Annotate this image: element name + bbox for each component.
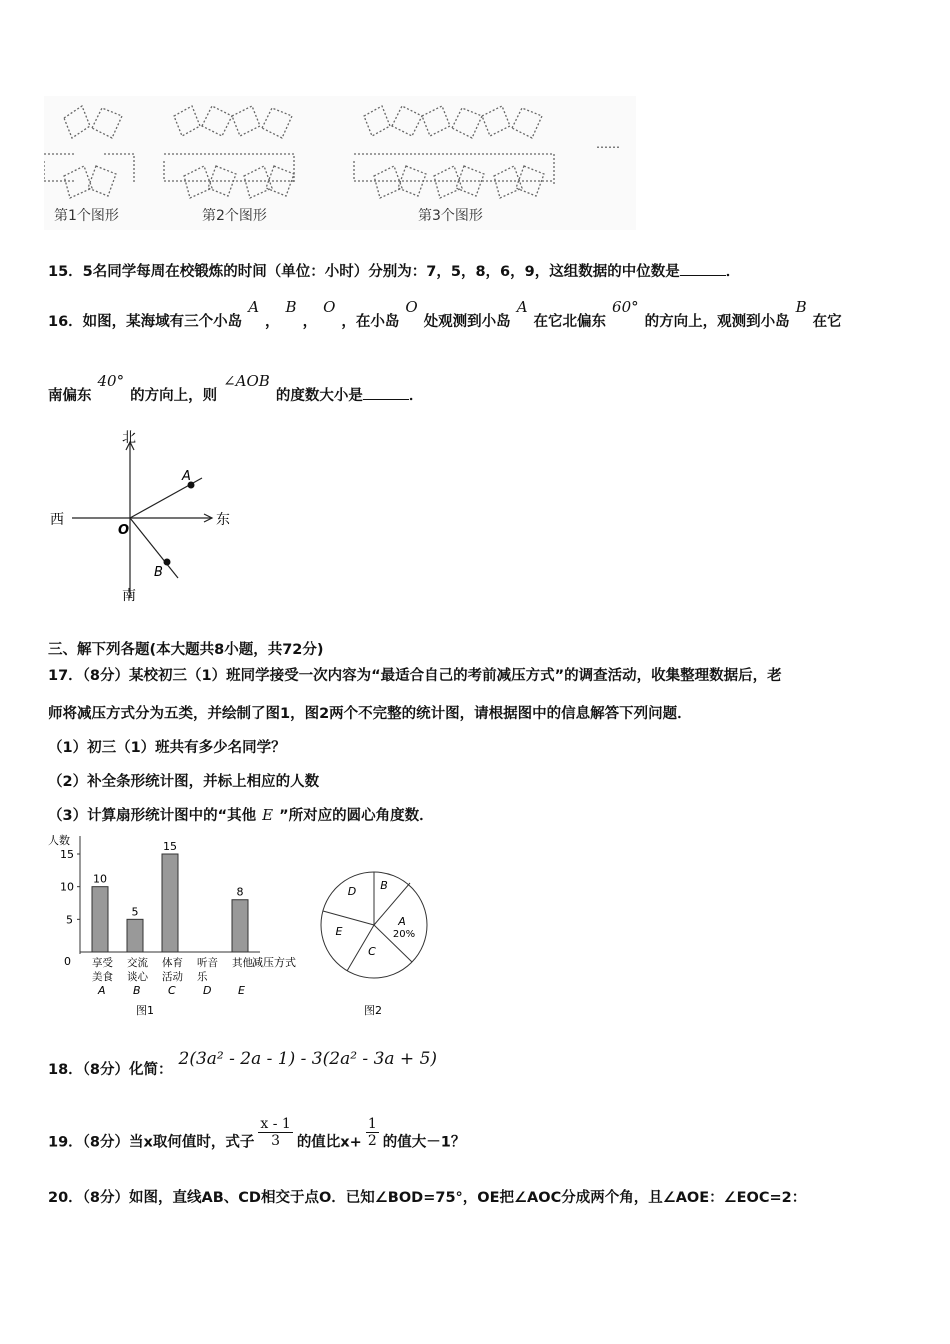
slice-label-b: B <box>380 879 388 892</box>
q17-line1: 17．（8分）某校初三（1）班同学接受一次内容为“最适合自己的考前减压方式”的调查活动，收集整理数据后，老 <box>48 668 782 684</box>
bar-value-label: 10 <box>93 872 107 886</box>
var-b: B <box>795 298 807 316</box>
slice-percent-a: 20% <box>392 929 416 940</box>
bar-value-label: 8 <box>236 885 244 899</box>
y-tick-label: 10 <box>60 880 74 894</box>
numerator: 1 <box>367 1116 377 1132</box>
q17-sub2: （2）补全条形统计图，并标上相应的人数 <box>48 774 320 790</box>
question-16-line2 <box>48 372 424 405</box>
angle-aob: ∠AOB <box>223 372 270 390</box>
category-label: 美食 <box>92 971 113 983</box>
pattern-figure <box>44 96 636 230</box>
question-19 <box>48 1116 466 1159</box>
q16-end: ． <box>408 388 424 404</box>
category-label: 活动 <box>162 971 183 983</box>
var-b: B <box>285 298 297 316</box>
answer-blank <box>363 399 409 400</box>
q16-text: ，在小岛 <box>341 314 400 330</box>
q16-text: 南偏东 <box>48 388 92 404</box>
var-o: O <box>323 298 336 316</box>
point-a-label: A <box>182 469 191 484</box>
q17-line2: 师将减压方式分为五类，并绘制了图1，图2两个不完整的统计图，请根据图中的信息解答下列问题． <box>48 706 692 722</box>
q16-text: 处观测到小岛 <box>423 314 511 330</box>
category-letter: C <box>168 984 176 997</box>
question-15 <box>48 260 740 281</box>
category-label: 体育 <box>162 957 183 969</box>
deg-40: 40° <box>97 372 125 390</box>
bar-value-label: 15 <box>163 840 177 853</box>
q16-text: 16．如图，某海域有三个小岛 <box>48 314 243 330</box>
var-e: E <box>262 806 274 824</box>
category-letter: E <box>238 984 245 997</box>
bar <box>127 919 143 952</box>
q17-s3-text: （3）计算扇形统计图中的“其他 <box>48 808 257 824</box>
q16-text: 的方向上，则 <box>130 388 218 404</box>
chart-title: 图2 <box>364 1004 382 1017</box>
q16-text: 在它 <box>812 314 842 330</box>
bar-chart <box>40 830 310 1020</box>
denominator: 2 <box>367 1133 377 1149</box>
south-label: 南 <box>122 588 136 604</box>
q19-text: 的值大－1？ <box>382 1134 466 1151</box>
q19-text: 的值比x+ <box>296 1134 362 1151</box>
q15-end: ． <box>725 264 741 280</box>
category-letter: A <box>98 984 106 997</box>
sep: ， <box>302 314 318 330</box>
y-tick-label: 5 <box>66 913 73 927</box>
category-label: 听音 <box>197 957 218 969</box>
point-b-label: B <box>154 565 163 580</box>
west-label: 西 <box>50 512 64 528</box>
y-tick-label: 0 <box>64 955 71 968</box>
slice-label-a: A <box>398 915 406 928</box>
caption-1: 第1个图形 <box>54 208 119 224</box>
fraction-1 <box>258 1116 292 1149</box>
pie-chart <box>310 860 440 1020</box>
fraction-2 <box>366 1116 379 1149</box>
var-a: A <box>516 298 528 316</box>
question-16-line1 <box>48 298 842 331</box>
answer-blank <box>680 275 726 276</box>
ellipsis: …… <box>596 137 620 151</box>
east-label: 东 <box>216 512 230 528</box>
y-axis-label: 人数 <box>48 834 70 847</box>
y-tick-label: 15 <box>60 848 74 861</box>
slice-label-e: E <box>335 925 343 938</box>
q16-text: 的方向上，观测到小岛 <box>644 314 790 330</box>
q16-text: 在它北偏东 <box>533 314 607 330</box>
bar-value-label: 5 <box>131 905 139 919</box>
q17-sub3 <box>48 804 434 825</box>
slice-label-d: D <box>347 885 357 898</box>
q18-text: 18．（8分）化简： <box>48 1062 173 1078</box>
origin-label: O <box>118 523 130 538</box>
q18-expression: 2(3a² - 2a - 1) - 3(2a² - 3a + 5) <box>178 1049 438 1069</box>
numerator: x - 1 <box>260 1116 291 1132</box>
question-18 <box>48 1049 443 1079</box>
category-label: 乐 <box>197 971 208 983</box>
sep: ， <box>265 314 280 330</box>
section-3-heading: 三、解下列各题(本大题共8小题，共72分) <box>48 642 324 658</box>
category-letter: D <box>203 984 212 997</box>
north-label: 北 <box>122 430 136 446</box>
bar <box>232 900 248 952</box>
q19-text: 19．（8分）当x取何值时，式子 <box>48 1134 255 1151</box>
slice-label-c: C <box>368 945 376 958</box>
question-20: 20．（8分）如图，直线AB、CD相交于点O．已知∠BOD=75°，OE把∠AOC分成两个角，且∠AOE：∠EOC=2： <box>48 1190 807 1206</box>
chart-title: 图1 <box>136 1004 154 1017</box>
category-label: 其他 <box>232 957 253 969</box>
compass-diagram <box>44 428 244 604</box>
q16-text: 的度数大小是 <box>275 388 363 404</box>
category-label: 享受 <box>92 957 113 969</box>
q17-sub1: （1）初三（1）班共有多少名同学？ <box>48 740 286 756</box>
category-label: 交流 <box>127 957 148 969</box>
x-axis-label: 减压方式 <box>252 956 296 969</box>
bar <box>162 854 178 952</box>
q17-s3-text: ”所对应的圆心角度数． <box>279 808 434 824</box>
denominator: 3 <box>271 1133 281 1149</box>
category-label: 谈心 <box>127 971 148 983</box>
var-o: O <box>405 298 418 316</box>
q15-text: 15．5名同学每周在校锻炼的时间（单位：小时）分别为：7，5，8，6，9，这组数据的中位数是 <box>48 264 680 280</box>
category-letter: B <box>133 984 141 997</box>
deg-60: 60° <box>612 298 639 316</box>
caption-2: 第2个图形 <box>202 208 267 224</box>
caption-3: 第3个图形 <box>418 208 483 224</box>
var-a: A <box>248 298 260 316</box>
bar <box>92 887 108 952</box>
